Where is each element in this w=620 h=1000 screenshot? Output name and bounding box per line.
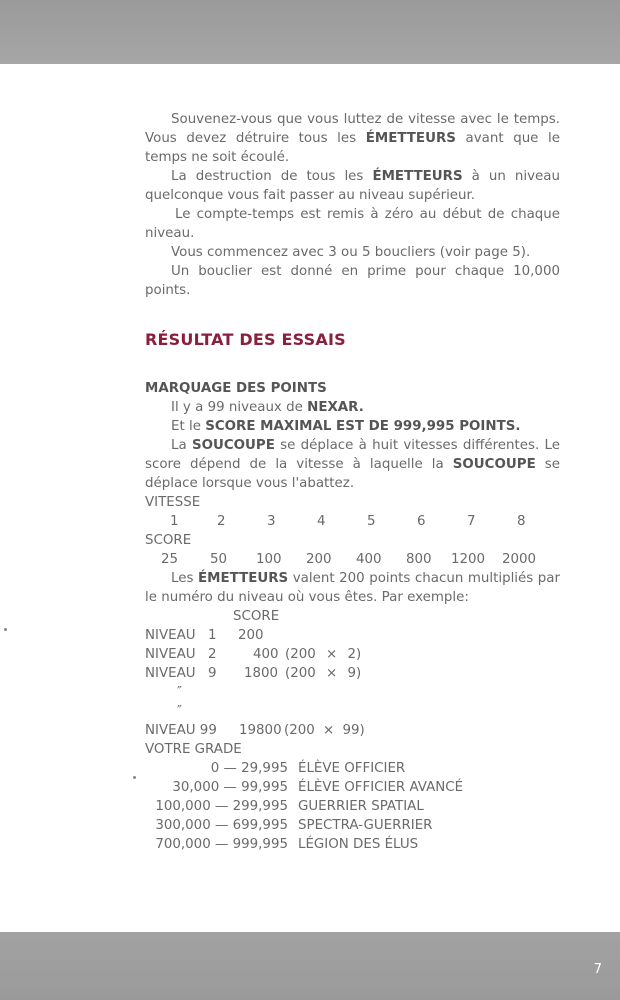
example-header-row: [145, 607, 560, 626]
example-level: 1: [208, 628, 217, 643]
text-line: Et le SCORE MAXIMAL EST DE 999,995 POINTS.: [171, 419, 521, 434]
score-value: 800: [406, 552, 432, 567]
score-value: 2000: [502, 552, 537, 567]
paragraph: Le compte-temps est remis à zéro au début de chaque niveau.: [145, 207, 560, 241]
score-label: SCORE: [145, 533, 192, 548]
example-label: NIVEAU: [145, 647, 196, 662]
paragraph: Les ÉMETTEURS valent 200 points chacun multipliés par le numéro du niveau où vous êtes. Par exemple:: [145, 571, 560, 605]
score-row: [145, 550, 560, 569]
paragraph: Vous commencez avec 3 ou 5 boucliers (voir page 5).: [171, 245, 531, 260]
grade-range: 30,000 — 99,995: [172, 780, 288, 795]
example-row: [145, 664, 560, 683]
margin-mark: [133, 776, 136, 779]
paragraph: La destruction de tous les ÉMETTEURS à un niveau quelconque vous fait passer au niveau supérieur.: [145, 169, 560, 203]
grade-title: ÉLÈVE OFFICIER: [298, 761, 406, 776]
margin-mark: [4, 628, 7, 631]
grade-row: [145, 797, 560, 816]
grade-range: 700,000 — 999,995: [155, 837, 288, 852]
grade-title: ÉLÈVE OFFICIER AVANCÉ: [298, 780, 464, 795]
speed-value: 6: [417, 514, 426, 529]
grade-title: SPECTRA-GUERRIER: [298, 818, 433, 833]
example-level: 2: [208, 647, 217, 662]
example-label: NIVEAU 99: [145, 723, 217, 738]
example-score: 1800: [244, 666, 279, 681]
example-row: [145, 645, 560, 664]
example-row: [145, 626, 560, 645]
ditto-mark: ″: [177, 685, 183, 700]
text-line: Il y a 99 niveaux de NEXAR.: [171, 400, 364, 415]
example-calc: (200 × 9): [285, 666, 362, 681]
ditto-mark: ″: [177, 704, 183, 719]
example-label: NIVEAU: [145, 628, 196, 643]
section-heading: RÉSULTAT DES ESSAIS: [145, 330, 346, 349]
bottom-band: [0, 932, 620, 1000]
score-value: 25: [161, 552, 179, 567]
example-score: 19800: [239, 723, 282, 738]
score-value: 400: [356, 552, 382, 567]
grade-title: GUERRIER SPATIAL: [298, 799, 424, 814]
grade-range: 100,000 — 299,995: [155, 799, 288, 814]
speed-label: VITESSE: [145, 495, 201, 510]
example-row: [145, 721, 560, 740]
grade-row: [145, 759, 560, 778]
speed-value: 2: [217, 514, 226, 529]
example-score: 200: [238, 628, 264, 643]
example-score-header: SCORE: [233, 609, 280, 624]
score-value: 1200: [451, 552, 486, 567]
grade-title: LÉGION DES ÉLUS: [298, 837, 419, 852]
speed-row: [145, 512, 560, 531]
speed-value: 1: [170, 514, 179, 529]
grade-range: 0 — 29,995: [210, 761, 288, 776]
scoring-subheading: MARQUAGE DES POINTS: [145, 381, 327, 396]
speed-value: 3: [267, 514, 276, 529]
grade-label: VOTRE GRADE: [145, 742, 242, 757]
score-value: 100: [256, 552, 282, 567]
ditto-row: [145, 702, 560, 721]
speed-value: 8: [517, 514, 526, 529]
page-number: 7: [593, 962, 602, 977]
example-calc: (200 × 99): [284, 723, 365, 738]
score-value: 50: [210, 552, 228, 567]
example-calc: (200 × 2): [285, 647, 362, 662]
example-label: NIVEAU: [145, 666, 196, 681]
paragraph: La SOUCOUPE se déplace à huit vitesses différentes. Le score dépend de la vitesse à laquelle la SOUCOUPE se déplace lorsque vous l'abattez.: [145, 438, 560, 491]
grade-range: 300,000 — 699,995: [155, 818, 288, 833]
page-content: [145, 110, 560, 854]
top-band: [0, 0, 620, 64]
speed-value: 5: [367, 514, 376, 529]
paragraph: Un bouclier est donné en prime pour chaque 10,000 points.: [145, 264, 560, 298]
example-level: 9: [208, 666, 217, 681]
grade-row: [145, 816, 560, 835]
speed-value: 4: [317, 514, 326, 529]
paragraph: Souvenez-vous que vous luttez de vitesse avec le temps. Vous devez détruire tous les ÉMETTEURS avant que le temps ne soit écoulé.: [145, 112, 560, 165]
ditto-row: [145, 683, 560, 702]
grade-row: [145, 835, 560, 854]
grade-row: [145, 778, 560, 797]
example-score: 400: [253, 647, 279, 662]
speed-value: 7: [467, 514, 476, 529]
score-value: 200: [306, 552, 332, 567]
